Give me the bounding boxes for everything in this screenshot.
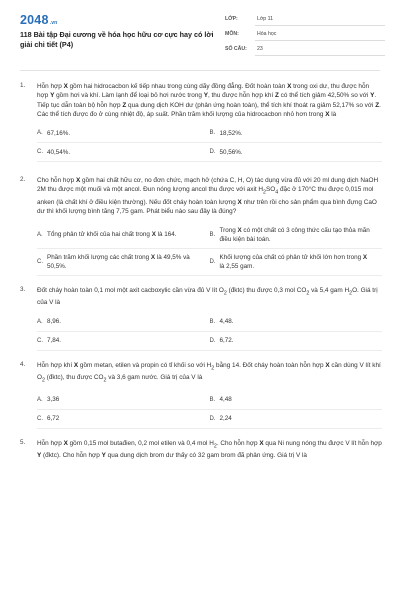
question-number: 3. <box>20 285 26 293</box>
option-letter: A. <box>37 318 43 325</box>
option-row <box>37 391 382 410</box>
answer-option-c[interactable] <box>37 332 210 350</box>
option-text: 3,36 <box>47 396 60 404</box>
option-text: 7,84. <box>47 337 62 345</box>
option-text: 4,48 <box>219 396 232 404</box>
meta-row-class <box>225 13 385 28</box>
answer-option-c[interactable] <box>37 249 210 275</box>
answer-option-a[interactable] <box>37 124 210 142</box>
meta-value: 23 <box>257 46 263 52</box>
option-letter: D. <box>209 337 216 344</box>
question-text: Đốt cháy hoàn toàn 0,1 mol một axit cacboxylic cần vừa đủ V lít $O_2$ (đktc) thu được 0,3 mol $CO_2$ và 5,4 gam $H_2O$. Giá trị của V là <box>37 286 378 307</box>
answer-options <box>37 124 382 162</box>
option-letter: B. <box>209 231 216 238</box>
question-list <box>20 82 382 461</box>
answer-option-c[interactable] <box>37 410 210 428</box>
option-text: 8,96. <box>47 318 62 326</box>
question-number: 4. <box>20 360 26 368</box>
logo-suffix: .vn <box>49 20 58 26</box>
answer-option-d[interactable] <box>210 332 383 350</box>
question-item <box>20 439 382 461</box>
option-text: 4,48. <box>219 318 234 326</box>
answer-option-a[interactable] <box>37 313 210 331</box>
answer-option-d[interactable] <box>210 249 383 275</box>
option-letter: D. <box>209 258 216 265</box>
answer-options <box>37 313 382 351</box>
answer-options <box>37 222 382 276</box>
option-letter: C. <box>37 149 43 156</box>
option-letter: B. <box>209 318 216 325</box>
option-letter: A. <box>37 396 43 403</box>
question-text: Hỗn hợp X gồm hai hidrocacbon kế tiếp nhau trong cùng dãy đồng đẳng. Đốt hoàn toàn X trong oxi dư, thu được hỗn hợp Y gồm hơi và khí. Làm lạnh để loại bỏ hơi nước trong Y, thu được hỗn hợp khí Z có thể tích giảm 42,50% so với Y. Tiếp tục dẫn toàn bộ hỗn hợp Z qua dung dịch KOH dư (phản ứng hoàn toàn), thể tích khí thoát ra giảm 52,17% so với Z. Các thể tích được đo ở cùng nhiệt độ, áp suất. Phần trăm khối lượng của hidrocacbon nhỏ hơn trong X là <box>37 83 381 118</box>
option-text: Khối lượng của chất có phân tử khối lớn hơn trong X là 2,55 gam. <box>219 253 368 270</box>
option-text: 2,24 <box>219 415 232 423</box>
header-divider <box>20 70 380 71</box>
option-letter: A. <box>37 231 43 238</box>
option-text: Trong X có một chất có 3 công thức cấu tạo thỏa mãn điều kiện bài toán. <box>219 226 370 243</box>
option-row <box>37 222 382 249</box>
option-text: 6,72. <box>219 337 234 345</box>
answer-options <box>37 391 382 429</box>
answer-option-a[interactable] <box>37 391 210 409</box>
question-item <box>20 286 382 351</box>
option-row <box>37 124 382 143</box>
meta-row-count <box>225 43 385 58</box>
option-letter: C. <box>37 337 43 344</box>
meta-key: LỚP: <box>225 16 238 22</box>
option-text: 6,72 <box>47 415 60 423</box>
meta-value: Lớp 11 <box>257 16 273 22</box>
question-number: 1. <box>20 82 26 89</box>
option-letter: A. <box>37 130 43 137</box>
option-text: Phần trăm khối lượng các chất trong X là 49,5% và 50,5%. <box>47 253 190 270</box>
question-number: 5. <box>20 438 26 446</box>
answer-option-b[interactable] <box>210 124 383 142</box>
meta-panel <box>225 13 385 58</box>
option-row <box>37 332 382 351</box>
question-text: Hỗn hợp khí X gồm metan, etilen và propin có tỉ khối so với $H_2$ bằng 14. Đốt cháy hoàn toàn hỗn hợp X cần dùng V lít khí $O_2$ (đktc), thu được $CO_2$ và 3,6 gam nước. Giá trị của V là <box>37 361 381 384</box>
document-header <box>0 0 400 66</box>
answer-option-d[interactable] <box>210 410 383 428</box>
option-text: 50,56%. <box>219 148 243 156</box>
meta-row-subject <box>225 28 385 43</box>
option-row <box>37 410 382 429</box>
question-item <box>20 82 382 162</box>
question-number: 2. <box>20 176 26 184</box>
option-letter: B. <box>209 130 216 137</box>
option-letter: D. <box>209 415 216 422</box>
option-row <box>37 313 382 332</box>
option-text: 67,16%. <box>47 129 71 137</box>
answer-option-b[interactable] <box>210 313 383 331</box>
option-text: Tổng phân tử khối của hai chất trong X là 164. <box>47 231 177 239</box>
question-text: Cho hỗn hợp X gồm hai chất hữu cơ, no đơn chức, mạch hở (chứa C, H, O) tác dụng vừa đủ với 20 ml dung dịch NaOH 2M thu được một muối và một ancol. Đun nóng lượng ancol thu được với axit $H_2SO_4$ đặc ở 170°C thu được 0,015 mol anken (là chất khí ở điều kiện thường). Nếu đốt cháy hoàn toàn lượng X như trên rồi cho sản phẩm qua bình đựng CaO dư thì khối lượng bình tăng 7,75 gam. Phát biểu nào sau đây là đúng? <box>37 177 379 216</box>
meta-value: Hóa học <box>257 31 277 37</box>
question-item <box>20 176 382 275</box>
answer-option-d[interactable] <box>210 143 383 161</box>
option-row <box>37 249 382 276</box>
option-row <box>37 143 382 162</box>
option-letter: C. <box>37 415 43 422</box>
document-title: 118 Bài tập Đại cương về hóa học hữu cơ cực hay có lời giải chi tiết (P4) <box>20 30 214 49</box>
meta-key: MÔN: <box>225 31 239 37</box>
site-logo[interactable]: 2048.vn <box>20 13 58 27</box>
option-letter: B. <box>209 396 216 403</box>
answer-option-b[interactable] <box>210 391 383 409</box>
option-text: 40,54%. <box>47 148 71 156</box>
answer-option-b[interactable] <box>210 222 383 248</box>
answer-option-a[interactable] <box>37 222 210 248</box>
option-letter: C. <box>37 258 43 265</box>
answer-option-c[interactable] <box>37 143 210 161</box>
question-text: Hỗn hợp X gồm 0,15 mol butađien, 0,2 mol etilen và 0,4 mol $H_2$. Cho hỗn hợp X qua Ni nung nóng thu được V lít hỗn hợp Y (đktc). Cho hỗn hợp Y qua dung dịch brom dư thấy có 32 gam brom đã phản ứng. Giá trị V là <box>37 439 382 460</box>
question-item <box>20 361 382 429</box>
meta-key: SỐ CÂU: <box>225 46 247 52</box>
option-text: 18,52%. <box>219 129 243 137</box>
option-letter: D. <box>209 149 216 156</box>
